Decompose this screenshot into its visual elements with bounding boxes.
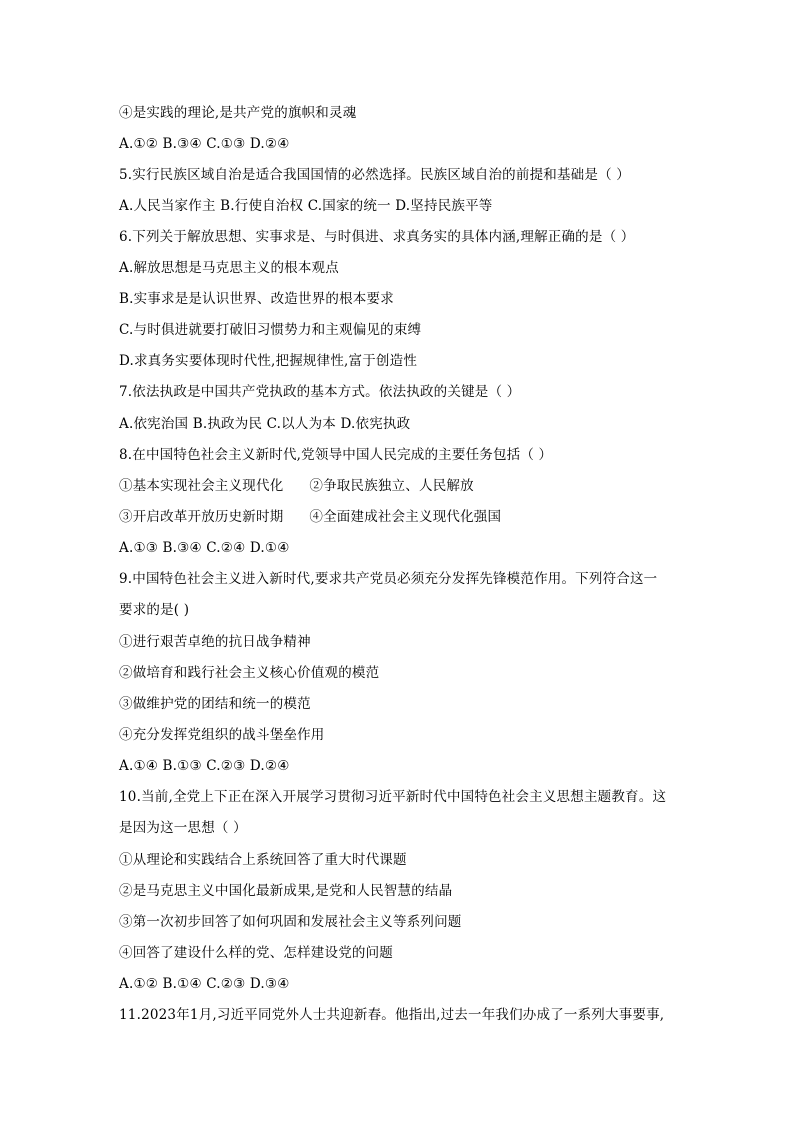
question-5: 5.实行民族区域自治是适合我国国情的必然选择。民族区域自治的前提和基础是（ ） <box>119 167 630 183</box>
question-9-line2: 要求的是( ) <box>119 602 190 618</box>
option-6c: C.与时俱进就要打破旧习惯势力和主观偏见的束缚 <box>119 322 422 338</box>
statement-row-8a <box>119 476 719 496</box>
option-6a: A.解放思想是马克思主义的根本观点 <box>119 260 339 276</box>
statement-9-3: ③做维护党的团结和统一的模范 <box>119 696 311 712</box>
statement-8-2: ②争取民族独立、人民解放 <box>309 478 474 494</box>
answer-choices-q5: A.人民当家作主 B.行使自治权 C.国家的统一 D.坚持民族平等 <box>119 198 493 214</box>
option-6b: B.实事求是是认识世界、改造世界的根本要求 <box>119 291 394 307</box>
question-9-line1: 9.中国特色社会主义进入新时代,要求共产党员必须充分发挥先锋模范作用。下列符合这一 <box>119 571 658 587</box>
option-statement-4: ④是实践的理论,是共产党的旗帜和灵魂 <box>119 105 357 121</box>
statement-8-4: ④全面建成社会主义现代化强国 <box>309 509 502 525</box>
statement-10-1: ①从理论和实践结合上系统回答了重大时代课题 <box>119 852 407 868</box>
answer-choices-q8: A.①③ B.③④ C.②④ D.①④ <box>119 540 290 556</box>
question-6: 6.下列关于解放思想、实事求是、与时俱进、求真务实的具体内涵,理解正确的是（ ） <box>119 229 635 245</box>
question-10-line1: 10.当前,全党上下正在深入开展学习贯彻习近平新时代中国特色社会主义思想主题教育。这 <box>119 789 667 805</box>
option-6d: D.求真务实要体现时代性,把握规律性,富于创造性 <box>119 353 418 369</box>
question-11-line1: 11.2023年1月,习近平同党外人士共迎新春。他指出,过去一年我们办成了一系列大事要事, <box>119 1007 665 1023</box>
answer-choices-q10: A.①② B.①④ C.②③ D.③④ <box>119 976 290 992</box>
statement-9-1: ①进行艰苦卓绝的抗日战争精神 <box>119 634 311 650</box>
question-10-line2: 是因为这一思想（ ） <box>119 820 247 836</box>
statement-9-4: ④充分发挥党组织的战斗堡垒作用 <box>119 727 325 743</box>
answer-choices-q9: A.①④ B.①③ C.②③ D.②④ <box>119 758 290 774</box>
statement-row-8b <box>119 507 719 527</box>
statement-9-2: ②做培育和践行社会主义核心价值观的模范 <box>119 665 380 681</box>
statement-8-3: ③开启改革开放历史新时期 <box>119 509 284 525</box>
statement-8-1: ①基本实现社会主义现代化 <box>119 478 284 494</box>
answer-choices-q4: A.①② B.③④ C.①③ D.②④ <box>119 136 290 152</box>
answer-choices-q7: A.依宪治国 B.执政为民 C.以人为本 D.依宪执政 <box>119 416 411 432</box>
statement-10-4: ④回答了建设什么样的党、怎样建设党的问题 <box>119 945 393 961</box>
statement-10-2: ②是马克思主义中国化最新成果,是党和人民智慧的结晶 <box>119 883 453 899</box>
statement-10-3: ③第一次初步回答了如何巩固和发展社会主义等系列问题 <box>119 914 462 930</box>
question-8: 8.在中国特色社会主义新时代,党领导中国人民完成的主要任务包括（ ） <box>119 447 553 463</box>
question-7: 7.依法执政是中国共产党执政的基本方式。依法执政的关键是（ ） <box>119 384 521 400</box>
